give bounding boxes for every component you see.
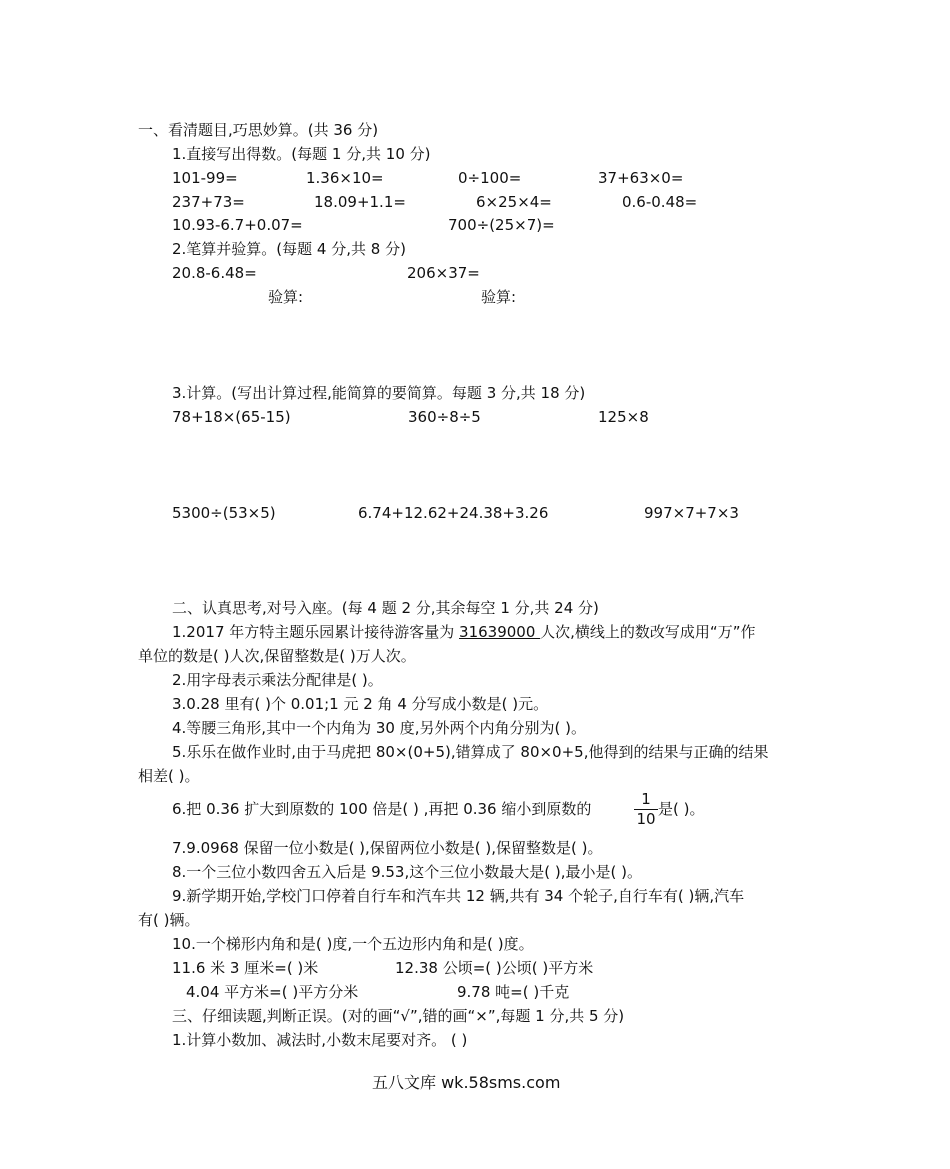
s2-q1-underlined-number: 31639000 — [459, 623, 541, 641]
mental-item: 700÷(25×7)= — [448, 216, 555, 234]
calc-item: 360÷8÷5 — [408, 408, 481, 426]
mental-item: 18.09+1.1= — [314, 193, 406, 211]
s2-q9-line2: 有( )辆。 — [138, 911, 200, 929]
mental-item: 237+73= — [172, 193, 245, 211]
s2-q1-text-a: 1.2017 年方特主题乐园累计接待游客量为 — [172, 623, 460, 641]
s2-q11-a: 11.6 米 3 厘米=( )米 — [172, 959, 319, 977]
calc-item: 78+18×(65-15) — [172, 408, 291, 426]
s2-q12-a: 4.04 平方米=( )平方分米 — [186, 983, 359, 1001]
s2-q8: 8.一个三位小数四舍五入后是 9.53,这个三位小数最大是( ),最小是( )。 — [172, 863, 642, 881]
mental-item: 10.93-6.7+0.07= — [172, 216, 303, 234]
fraction-denominator: 10 — [636, 810, 656, 828]
mental-item: 0÷100= — [458, 169, 522, 187]
q3-title: 3.计算。(写出计算过程,能简算的要简算。每题 3 分,共 18 分) — [172, 384, 586, 402]
s2-q11-b: 12.38 公顷=( )公顷( )平方米 — [395, 959, 594, 977]
s2-q5-line1: 5.乐乐在做作业时,由于马虎把 80×(0+5),错算成了 80×0+5,他得到的结果与正确的结果 — [172, 743, 769, 761]
s2-q1-text-b: 人次,横线上的数改写成用“万”作 — [540, 623, 756, 641]
q2-title: 2.笔算并验算。(每题 4 分,共 8 分) — [172, 240, 406, 258]
s2-q7: 7.9.0968 保留一位小数是( ),保留两位小数是( ),保留整数是( )。 — [172, 839, 603, 857]
written-calc-item: 20.8-6.48= — [172, 264, 257, 282]
calc-item: 5300÷(53×5) — [172, 504, 276, 522]
section1-title: 一、看清题目,巧思妙算。(共 36 分) — [138, 121, 379, 139]
mental-item: 0.6-0.48= — [622, 193, 698, 211]
s2-q1-line2: 单位的数是( )人次,保留整数是( )万人次。 — [138, 647, 416, 665]
s2-q5-line2: 相差( )。 — [138, 767, 200, 785]
mental-item: 6×25×4= — [476, 193, 552, 211]
q1-title: 1.直接写出得数。(每题 1 分,共 10 分) — [172, 145, 431, 163]
check-label: 验算: — [481, 288, 517, 306]
s2-q10: 10.一个梯形内角和是( )度,一个五边形内角和是( )度。 — [172, 935, 534, 953]
s2-q3: 3.0.28 里有( )个 0.01;1 元 2 角 4 分写成小数是( )元。 — [172, 695, 549, 713]
s2-q6-text-a: 6.把 0.36 扩大到原数的 100 倍是( ) ,再把 0.36 缩小到原数的 — [172, 800, 592, 818]
calc-item: 125×8 — [598, 408, 649, 426]
mental-item: 101-99= — [172, 169, 238, 187]
calc-item: 997×7+7×3 — [644, 504, 739, 522]
s2-q9-line1: 9.新学期开始,学校门口停着自行车和汽车共 12 辆,共有 34 个轮子,自行车有( )辆,汽车 — [172, 887, 745, 905]
s2-q2: 2.用字母表示乘法分配律是( )。 — [172, 671, 383, 689]
section2-title: 二、认真思考,对号入座。(每 4 题 2 分,其余每空 1 分,共 24 分) — [172, 599, 599, 617]
s2-q1-line1 — [172, 622, 755, 642]
s2-q12-b: 9.78 吨=( )千克 — [457, 983, 570, 1001]
mental-item: 1.36×10= — [306, 169, 384, 187]
s3-q1: 1.计算小数加、减法时,小数末尾要对齐。 ( ) — [172, 1031, 468, 1049]
s2-q6-text-b: 是( )。 — [658, 800, 705, 818]
s2-q4: 4.等腰三角形,其中一个内角为 30 度,另外两个内角分别为( )。 — [172, 719, 586, 737]
fraction-one-tenth — [634, 791, 658, 828]
fraction-numerator: 1 — [641, 790, 651, 808]
footer-watermark: 五八文库 wk.58sms.com — [372, 1073, 561, 1092]
calc-item: 6.74+12.62+24.38+3.26 — [358, 504, 549, 522]
section3-title: 三、仔细读题,判断正误。(对的画“√”,错的画“×”,每题 1 分,共 5 分) — [172, 1007, 625, 1025]
mental-item: 37+63×0= — [598, 169, 684, 187]
written-calc-item: 206×37= — [407, 264, 480, 282]
check-label: 验算: — [268, 288, 304, 306]
